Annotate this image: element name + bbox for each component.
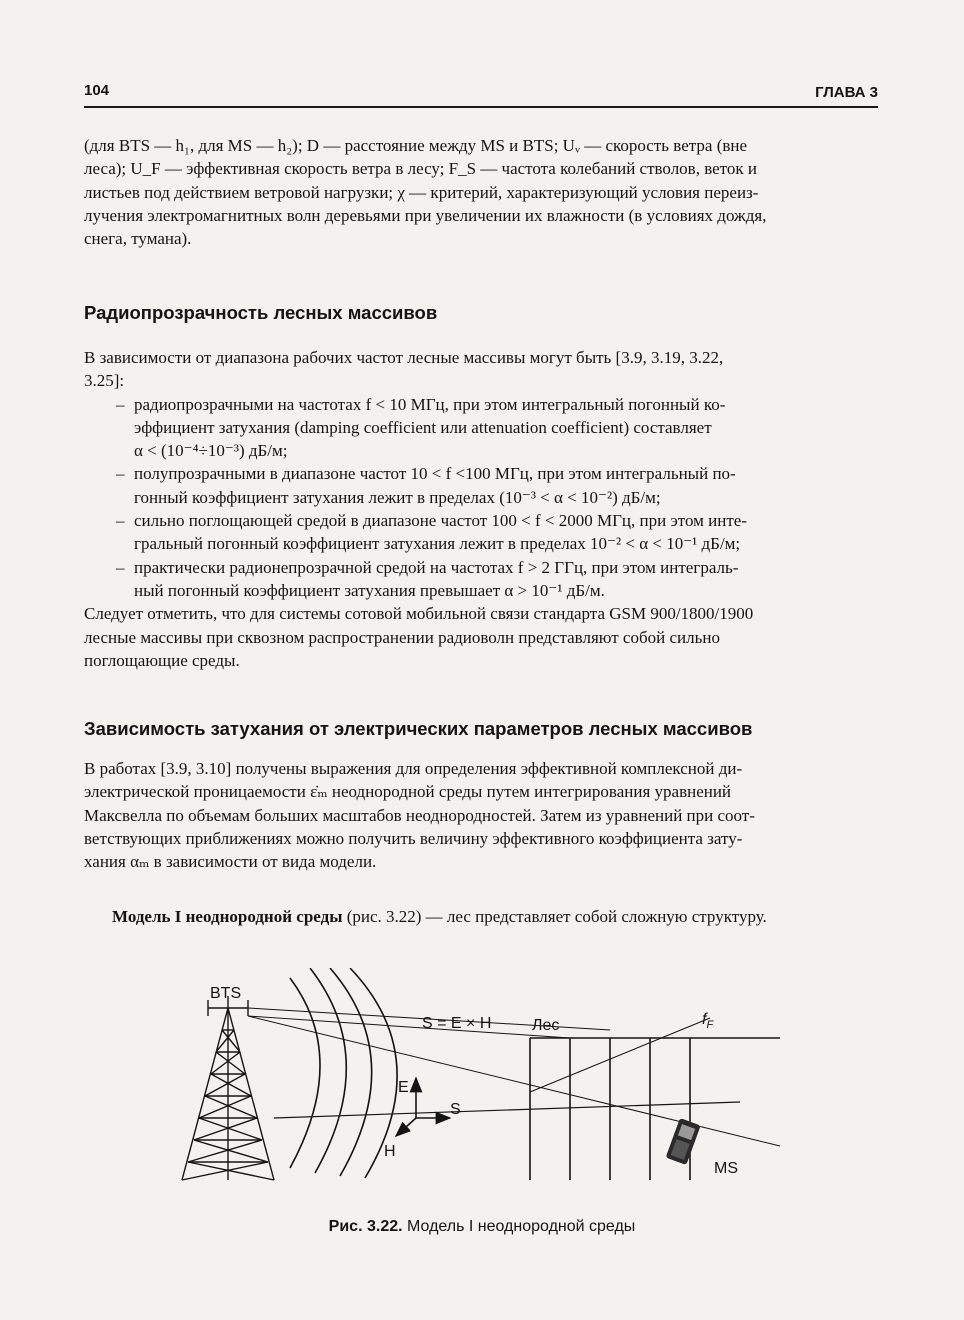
text-line: лучения электромагнитных волн деревьями при увеличении их влажности (в условиях дождя, [84,205,767,225]
frequency-range-list [84,393,876,603]
chapter-label: ГЛАВА 3 [815,84,878,101]
text-line: α < (10⁻⁴÷10⁻³) дБ/м; [134,441,288,461]
poynting-label: S = E × H [422,1015,492,1032]
text-line: леса); U_F — эффективная скорость ветра в лесу; F_S — частота колебаний стволов, веток и [84,159,757,179]
text-line: радиопрозрачными на частотах f < 10 МГц, при этом интегральный погонный ко- [134,394,726,414]
text-line: гральный погонный коэффициент затухания лежит в пределах 10⁻² < α < 10⁻¹ дБ/м; [134,534,741,554]
section-heading-radiotransparency: Радиопрозрачность лесных массивов [84,302,438,323]
s-vector-label: S [450,1101,461,1118]
wavefront-arcs [290,968,397,1178]
list-item: – практически радионепрозрачной средой на частотах f > 2 ГГц, при этом интеграль- ный погонный коэффициент затухания превышает α > 10⁻¹ дБ/м. [84,556,876,603]
figure-3-22 [140,968,890,1188]
text-line: электрической проницаемости ε̇ₘ неоднородной среды путем интегрирования уравнений [84,782,732,802]
text-line: гонный коэффициент затухания лежит в пределах (10⁻³ < α < 10⁻²) дБ/м; [134,487,661,507]
caption-number: Рис. 3.22. [328,1218,403,1235]
bts-label: BTS [210,985,242,1002]
list-item: – сильно поглощающей средой в диапазоне частот 100 < f < 2000 МГц, при этом инте- гральный погонный коэффициент затухания лежит в пределах 10⁻² < α < 10⁻¹ дБ/м; [84,509,876,556]
running-header [84,78,878,108]
text-line: Следует отметить, что для системы сотовой мобильной связи стандарта GSM 900/1800/1900 [84,604,754,624]
text-line: Максвелла по объемам больших масштабов неоднородностей. Затем из уравнений при соот- [84,805,755,825]
h-vector [396,1118,416,1136]
intro-paragraph [84,134,876,250]
text-line: ветствующих приближениях можно получить величину эффективного коэффициента зату- [84,828,743,848]
model-paragraph [84,905,876,928]
forest-block [530,1038,780,1180]
e-label: E [398,1079,409,1096]
wind-label: $f_F$ [702,1011,714,1031]
ms-label: MS [714,1160,738,1177]
mobile-phone-icon [666,1118,701,1165]
caption-text: Модель I неоднородной среды [402,1218,636,1235]
forest-label: Лес [532,1017,560,1034]
text-line: В работах [3.9, 3.10] получены выражения для определения эффективной комплексной ди- [84,759,743,778]
text-line: практически радионепрозрачной средой на частотах f > 2 ГГц, при этом интеграль- [134,557,739,577]
model-description: (рис. 3.22) — лес представляет собой сложную структуру. [342,907,767,926]
text-line: поглощающие среды. [84,650,240,670]
text-line: (для BTS — h₁, для MS — h₂); D — расстояние между MS и BTS; Uᵥ — скорость ветра (вне [84,136,748,155]
text-line: снега, тумана). [84,229,192,249]
text-line: 3.25]: [84,371,125,391]
beam-lines [248,1008,780,1146]
list-item: – радиопрозрачными на частотах f < 10 МГц, при этом интегральный погонный ко- эффициент затухания (damping coefficient или attenuation coefficient) составляет α < (10⁻⁴÷10⁻³) дБ/м; [84,393,876,463]
text-line: листьев под действием ветровой нагрузки; χ — критерий, характеризующий условия переиз- [84,182,759,202]
text-line [112,905,876,928]
section1-body [84,346,876,672]
page-number: 104 [84,82,110,99]
figure-caption [0,1218,964,1236]
propagation-line [274,1102,740,1118]
h-label: H [384,1143,396,1160]
text-line: сильно поглощающей средой в диапазоне частот 100 < f < 2000 МГц, при этом инте- [134,511,747,531]
section-heading-attenuation: Зависимость затухания от электрических параметров лесных массивов [84,718,753,739]
section2-body [84,757,876,873]
list-item: – полупрозрачными в диапазоне частот 10 < f <100 МГц, при этом интегральный по- гонный коэффициент затухания лежит в пределах (10⁻³ < α < 10⁻²) дБ/м; [84,462,876,509]
bts-tower-icon [182,996,274,1180]
text-line: лесные массивы при сквозном распространении радиоволн представляют собой сильно [84,627,720,647]
text-line: полупрозрачными в диапазоне частот 10 < f <100 МГц, при этом интегральный по- [134,464,736,484]
model-term: Модель I неоднородной среды [112,907,343,926]
text-line: ный погонный коэффициент затухания превышает α > 10⁻¹ дБ/м. [134,580,605,600]
text-line: хания αₘ в зависимости от вида модели. [84,852,377,872]
text-line: эффициент затухания (damping coefficient или attenuation coefficient) составляет [134,417,712,437]
text-line: В зависимости от диапазона рабочих частот лесные массивы могут быть [3.9, 3.19, 3.22, [84,348,724,367]
figure-drawing [140,968,890,1188]
